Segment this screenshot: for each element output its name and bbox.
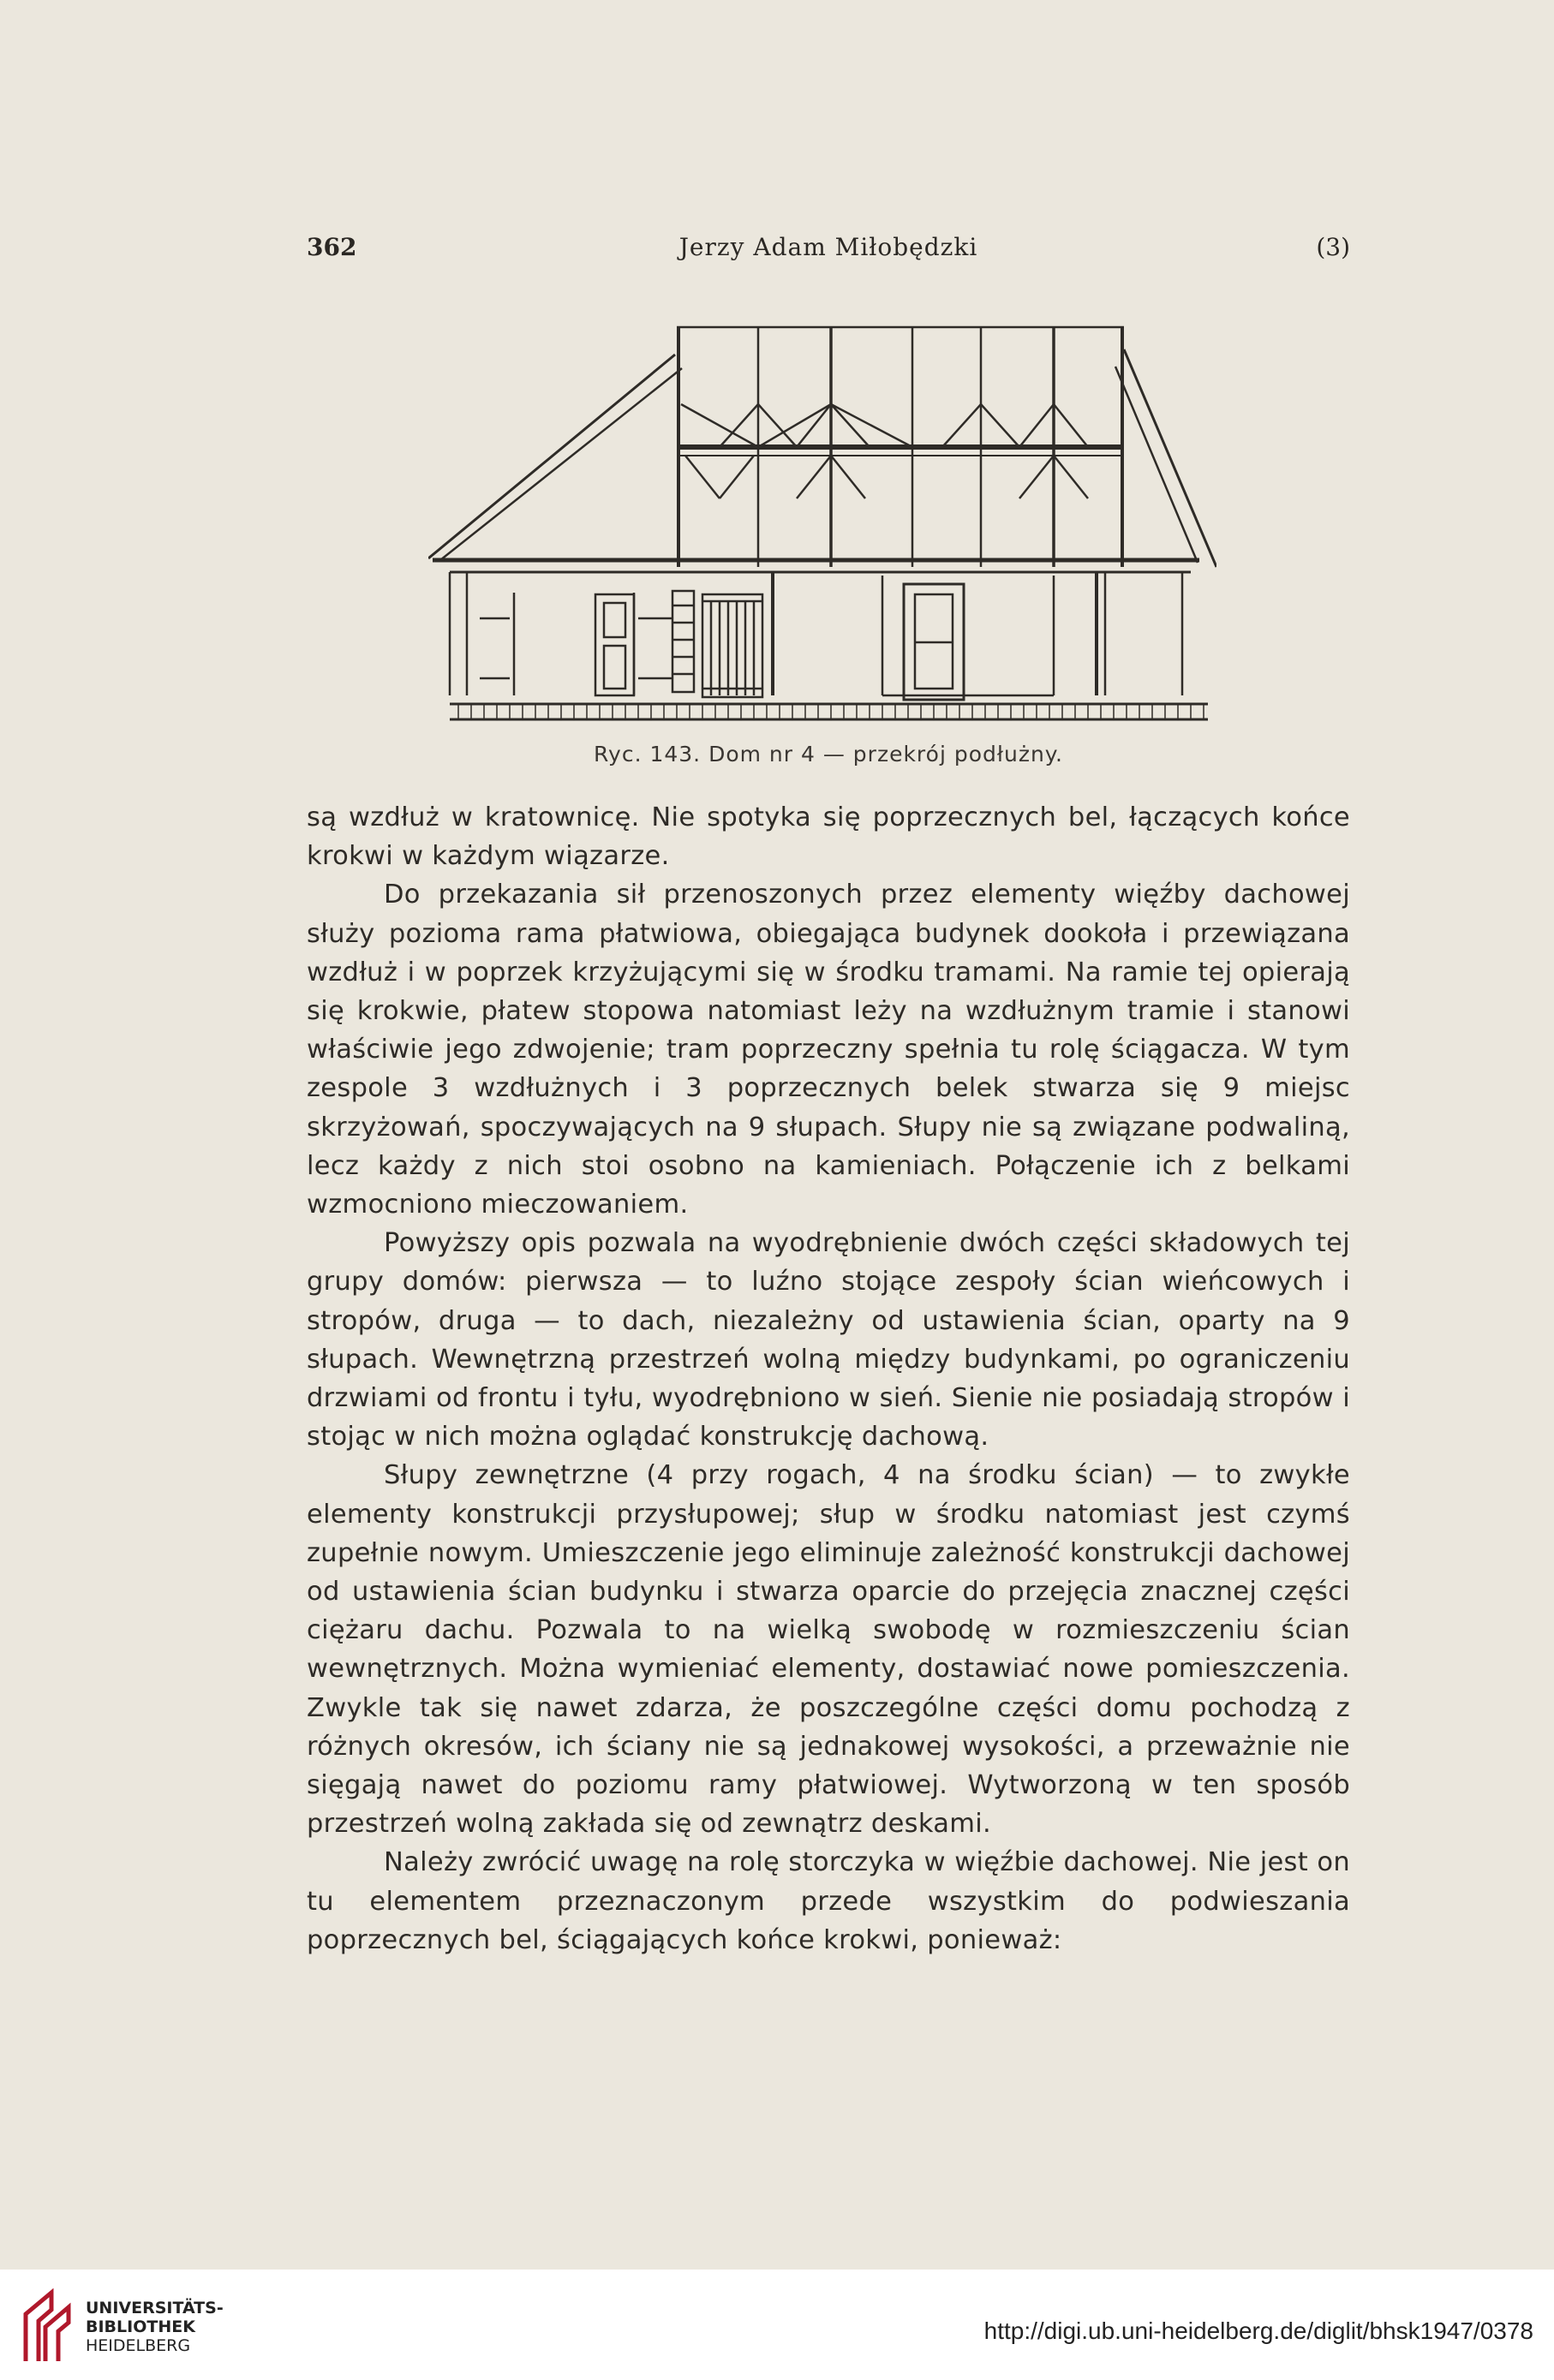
body-text [307,798,1350,1959]
section-number: (3) [1316,233,1350,261]
ub-heidelberg-logo-icon [17,2288,77,2365]
house-section-drawing [428,319,1216,721]
running-header [307,233,1350,267]
library-line: BIBLIOTHEK [86,2317,195,2336]
library-line: UNIVERSITÄTS- [86,2299,224,2317]
digitization-footer [0,2270,1554,2380]
library-line: HEIDELBERG [86,2336,191,2355]
longitudinal-section-illustration [428,319,1216,721]
paragraph: są wzdłuż w kratownicę. Nie spotyka się poprzecznych bel, łączących końce krokwi w każdym wiązarze. [307,802,1350,872]
paragraph: Powyższy opis pozwala na wyodrębnienie dwóch części składowych tej grupy domów: pierwsza — to luźno stojące zespoły ścian wieńcowych i stropów, druga — to dach, niezależny od ustawienia ścian, oparty na 9 słupach. Wewnętrzną przestrzeń wolną między budynkami, po ograniczeniu drzwiami od frontu i tyłu, wyodrębniono w sień. Sienie nie posiadają stropów i stojąc w nich można oglądać konstrukcję dachową. [307,1228,1350,1452]
library-name [86,2299,224,2355]
paragraph: Słupy zewnętrzne (4 przy rogach, 4 na środku ścian) — to zwykłe elementy konstrukcji przysłupowej; słup w środku natomiast jest czymś zupełnie nowym. Umieszczenie jego eliminuje zależność konstrukcji dachowej od ustawienia ścian budynku i stwarza oparcie do przejęcia znacznej części ciężaru dachu. Pozwala to na wielką swobodę w rozmieszczeniu ścian wewnętrznych. Można wymieniać elementy, dostawiać nowe pomieszczenia. Zwykle tak się nawet zdarza, że poszczególne części domu pochodzą z różnych okresów, ich ściany nie są jednakowej wysokości, a przeważnie nie sięgają nawet do poziomu ramy płatwiowej. Wytworzoną w ten sposób przestrzeń wolną zakłada się od zewnątrz deskami. [307,1460,1350,1840]
page-number: 362 [307,233,357,261]
figure-caption: Ryc. 143. Dom nr 4 — przekrój podłużny. [594,742,1063,766]
running-title: Jerzy Adam Miłobędzki [678,233,978,261]
source-url-link[interactable]: http://digi.ub.uni-heidelberg.de/diglit/bhsk1947/0378 [983,2317,1533,2344]
paragraph: Należy zwrócić uwagę na rolę storczyka w więźbie dachowej. Nie jest on tu elementem przeznaczonym przede wszystkim do podwieszania poprzecznych bel, ściągających końce krokwi, ponieważ: [307,1847,1350,1955]
paragraph: Do przekazania sił przenoszonych przez elementy więźby dachowej służy pozioma rama płatwiowa, obiegająca budynek dookoła i przewiązana wzdłuż i w poprzek krzyżującymi się w środku tramami. Na ramie tej opierają się krokwie, płatew stopowa natomiast leży na wzdłużnym tramie i stanowi właściwie jego zdwojenie; tram poprzeczny spełnia tu rolę ściągacza. W tym zespole 3 wzdłużnych i 3 poprzecznych belek stwarza się 9 miejsc skrzyżowań, spoczywających na 9 słupach. Słupy nie są związane podwaliną, lecz każdy z nich stoi osobno na kamieniach. Połączenie ich z belkami wzmocniono mieczowaniem. [307,880,1350,1220]
